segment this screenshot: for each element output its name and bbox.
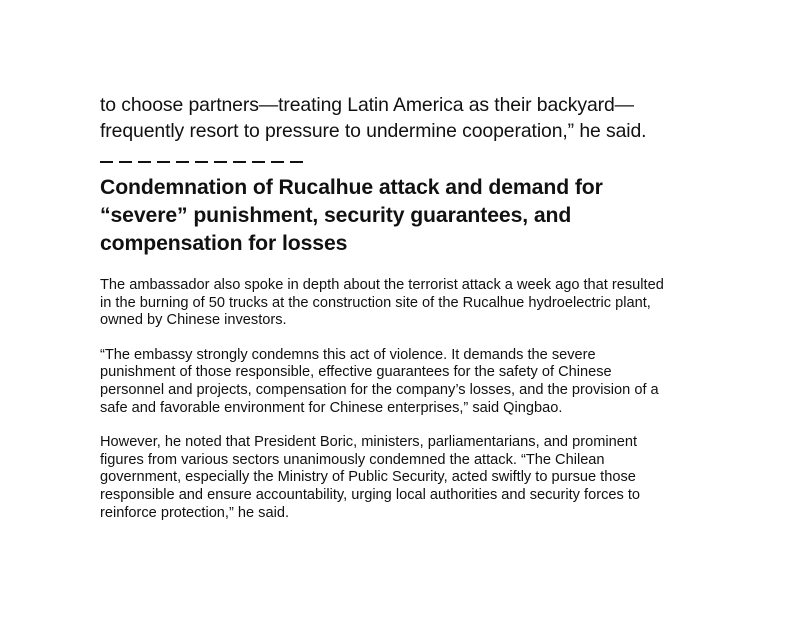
quote-line-2: frequently resort to pressure to undermine cooperation,” he said.	[100, 120, 647, 142]
heading-line-1: Condemnation of Rucalhue attack and demand for	[100, 176, 603, 199]
paragraph-line: reinforce protection,” he said.	[100, 504, 290, 521]
paragraph-government-response	[100, 434, 740, 522]
paragraph-line: government, especially the Ministry of Public Security, acted swiftly to pursue those	[100, 469, 636, 486]
quote-continuation	[100, 92, 740, 144]
paragraph-line: However, he noted that President Boric, ministers, parliamentarians, and prominent	[100, 434, 637, 451]
heading-line-2: “severe” punishment, security guarantees, and	[100, 204, 572, 227]
paragraph-line: responsible and ensure accountability, urging local authorities and security forces to	[100, 486, 641, 503]
quote-line-1: to choose partners—treating Latin America as their backyard—	[100, 94, 634, 116]
heading-line-3: compensation for losses	[100, 232, 348, 255]
paragraph-line: owned by Chinese investors.	[100, 312, 287, 329]
paragraph-line: “The embassy strongly condemns this act of violence. It demands the severe	[100, 346, 596, 363]
paragraph-line: safe and favorable environment for Chinese enterprises,” said Qingbao.	[100, 399, 563, 416]
paragraph-line: in the burning of 50 trucks at the construction site of the Rucalhue hydroelectric plant,	[100, 294, 651, 311]
paragraph-line: The ambassador also spoke in depth about the terrorist attack a week ago that resulted	[100, 277, 664, 293]
article-body	[100, 92, 740, 522]
section-heading	[100, 174, 740, 258]
paragraph-line: personnel and projects, compensation for the company’s losses, and the provision of a	[100, 381, 659, 398]
paragraph-embassy-statement	[100, 347, 740, 417]
section-separator	[100, 150, 740, 174]
paragraph-line: punishment of those responsible, effective guarantees for the safety of Chinese	[100, 364, 612, 381]
paragraph-line: figures from various sectors unanimously condemned the attack. “The Chilean	[100, 451, 605, 468]
paragraph-ambassador-attack	[100, 277, 740, 330]
